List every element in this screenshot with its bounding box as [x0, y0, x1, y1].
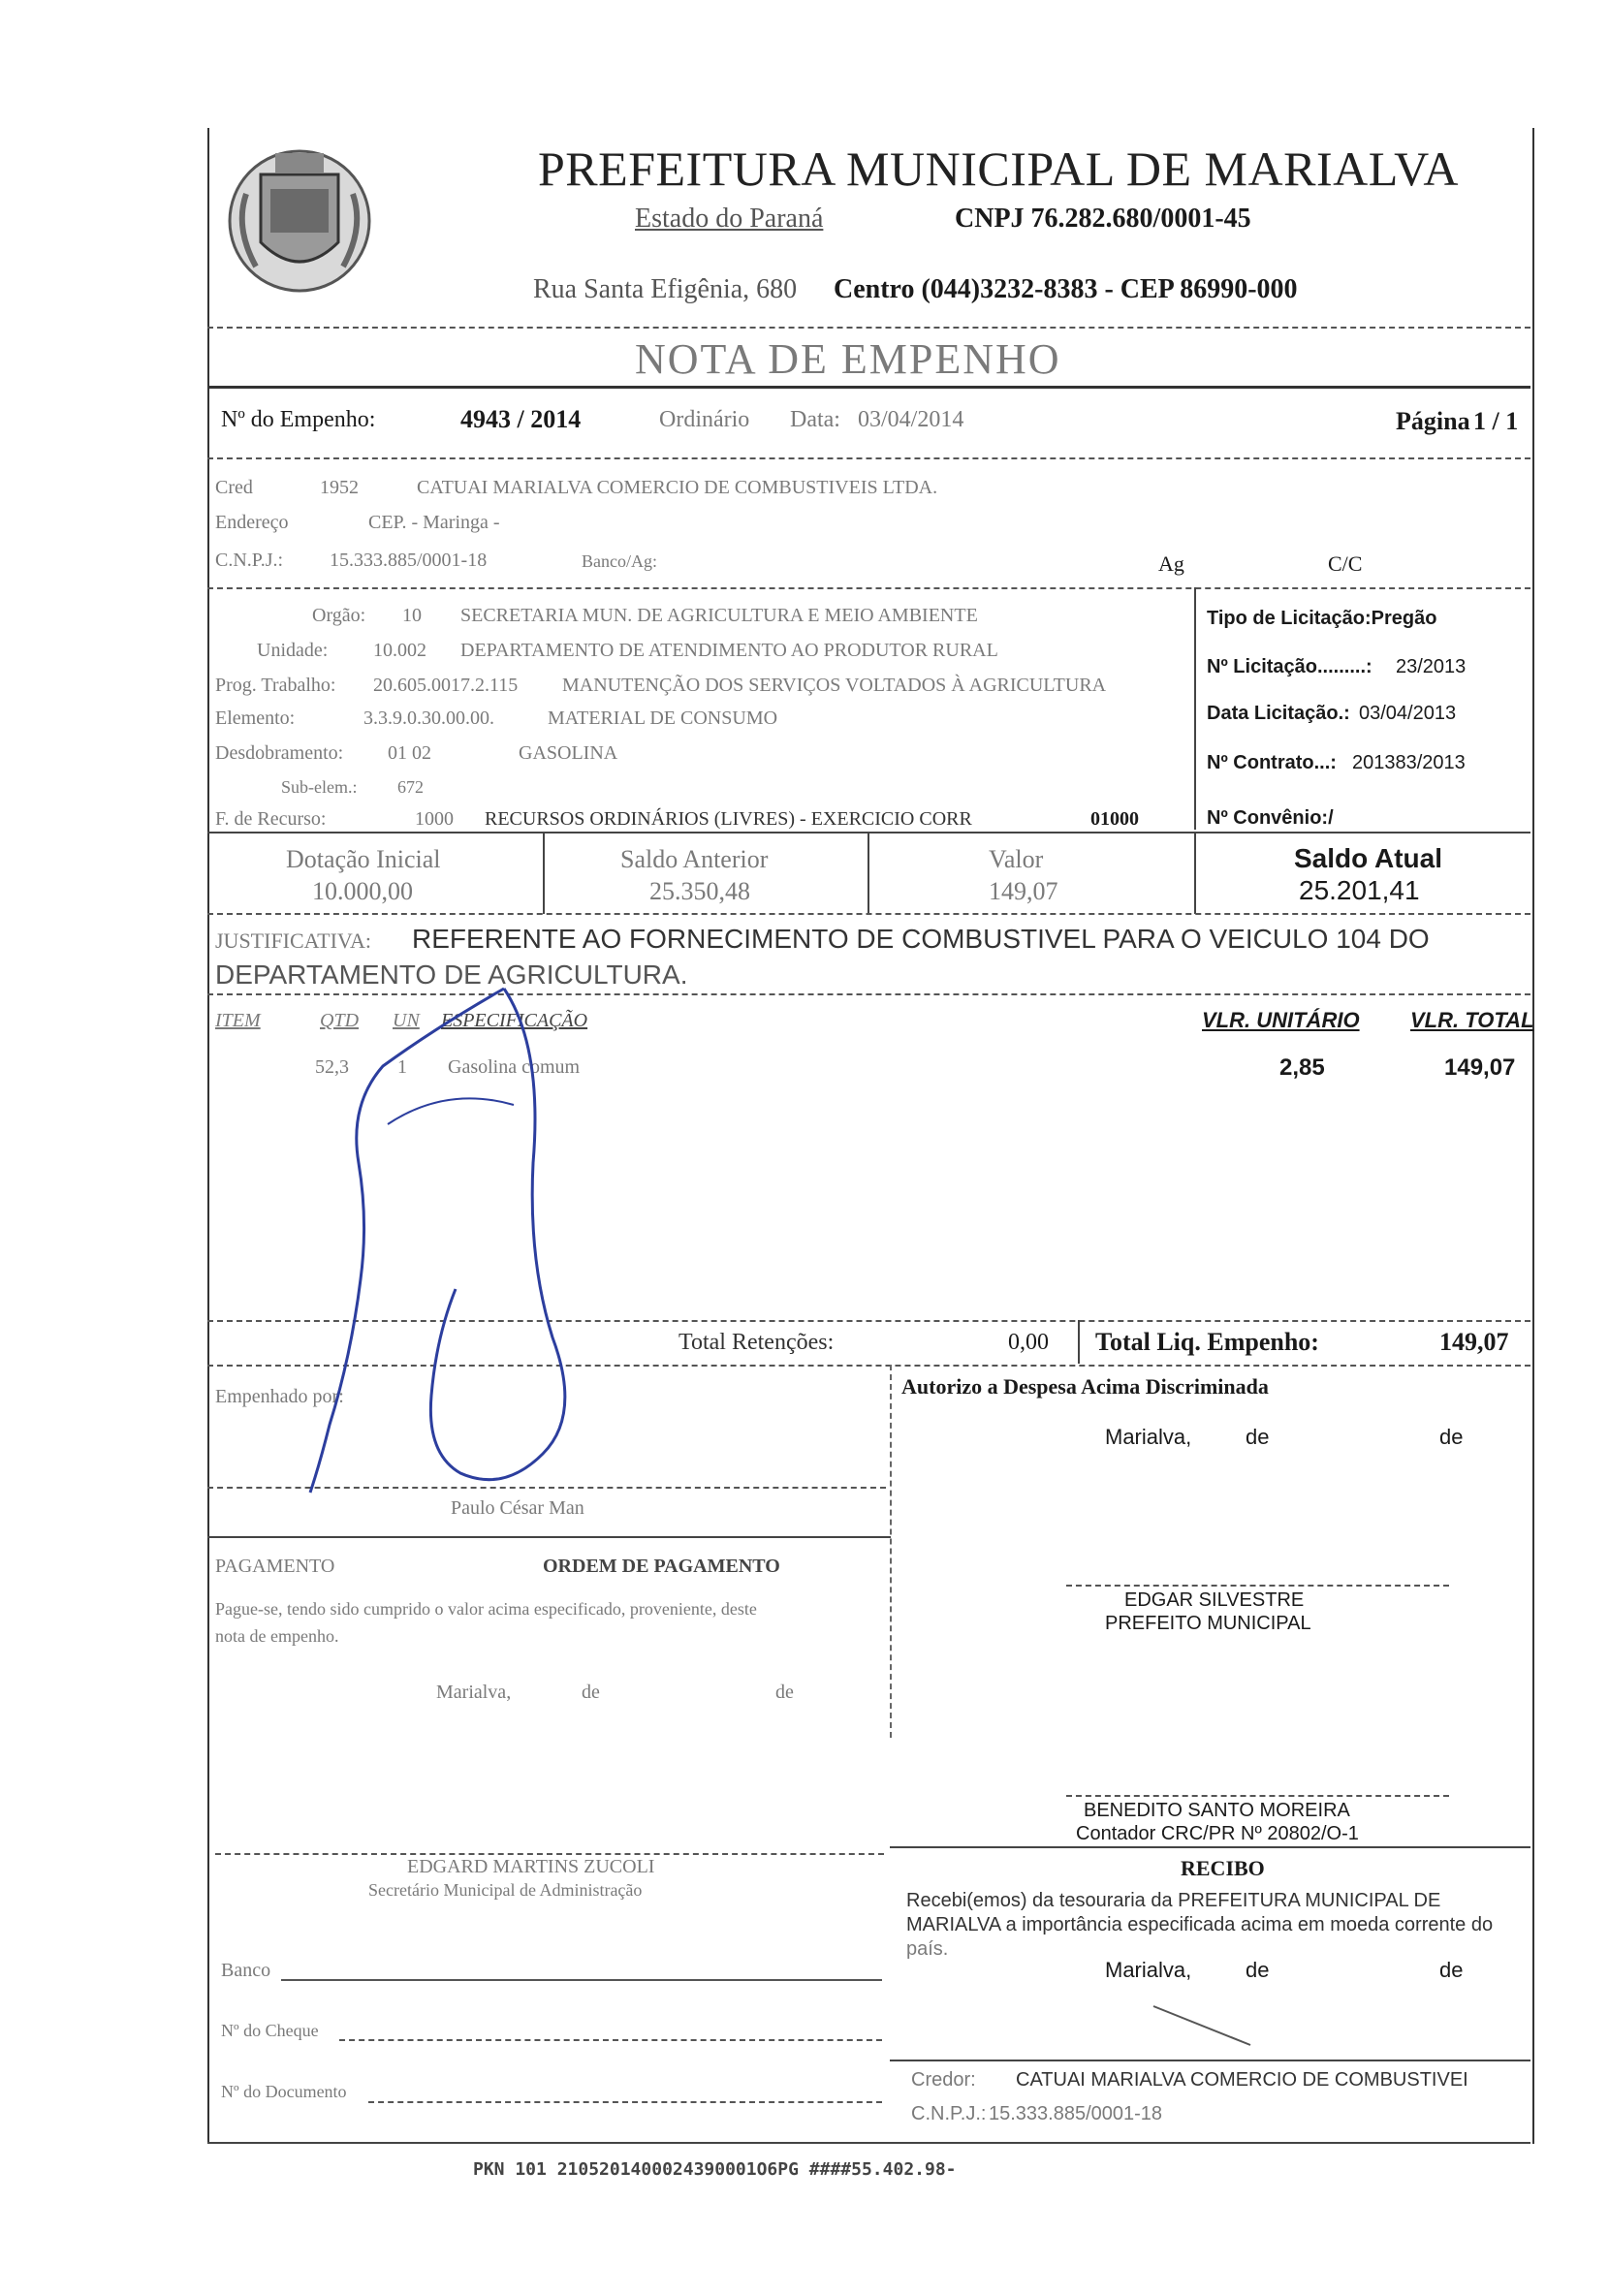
creditor-label: Cred [215, 477, 253, 498]
element-name: MATERIAL DE CONSUMO [548, 708, 778, 729]
empenho-number: 4943 / 2014 [460, 405, 582, 433]
previous-balance-value: 25.350,48 [649, 877, 750, 905]
page-number: 1 / 1 [1473, 407, 1519, 435]
item-total-price: 149,07 [1444, 1054, 1516, 1081]
item-specification: Gasolina comum [448, 1056, 581, 1078]
net-total-value: 149,07 [1439, 1328, 1509, 1356]
contract-label: Nº Contrato...: [1207, 752, 1337, 773]
amount-value: 149,07 [989, 877, 1058, 905]
unidade-label: Unidade: [257, 640, 329, 661]
sub-element-label: Sub-elem.: [281, 777, 358, 797]
payment-city: Marialva, [436, 1682, 512, 1703]
authorization-text: Autorizo a Despesa Acima Discriminada [901, 1374, 1269, 1399]
creditor-name: CATUAI MARIALVA COMERCIO DE COMBUSTIVEIS LTDA. [417, 477, 938, 498]
authorization-city: Marialva, [1105, 1425, 1192, 1449]
program-label: Prog. Trabalho: [215, 675, 336, 696]
creditor-cnpj-label: C.N.P.J.: [215, 550, 284, 571]
bid-number-label: Nº Licitação.........: [1207, 656, 1372, 677]
contract-number: 201383/2013 [1352, 752, 1466, 773]
item-header: ITEM [215, 1010, 261, 1031]
issued-by-label: Empenhado por: [215, 1386, 344, 1407]
receipt-line-3: país. [906, 1938, 949, 1960]
mayor-name: EDGAR SILVESTRE [1124, 1589, 1305, 1611]
address-label: Rua Santa Efigênia, 680 [533, 274, 798, 304]
previous-balance-label: Saldo Anterior [620, 845, 769, 873]
payment-text-2: nota de empenho. [215, 1626, 339, 1646]
divider [207, 2142, 1530, 2144]
unidade-code: 10.002 [373, 640, 426, 661]
cheque-field-label: Nº do Cheque [221, 2021, 319, 2040]
receipt-de-2: de [1439, 1958, 1464, 1982]
retentions-value: 0,00 [1008, 1330, 1049, 1355]
divider [207, 587, 1530, 589]
document-field-label: Nº do Documento [221, 2082, 347, 2101]
accountant-role: Contador CRC/PR Nº 20802/O-1 [1076, 1823, 1359, 1844]
authorization-de-2: de [1439, 1425, 1464, 1449]
agency-label: Ag [1158, 551, 1184, 576]
item-quantity: 52,3 [315, 1056, 349, 1078]
receipt-cnpj-label: C.N.P.J.: [911, 2103, 987, 2124]
receipt-line-2: MARIALVA a importância especificada acima em moeda corrente do [906, 1914, 1494, 1935]
footer-code: PKN 101 2105201400024390001O6PG ####55.402.98- [473, 2159, 957, 2180]
breakdown-code: 01 02 [388, 742, 431, 764]
unit-header: UN [393, 1010, 420, 1031]
payment-de-2: de [775, 1682, 794, 1703]
breakdown-label: Desdobramento: [215, 742, 344, 764]
signature-line [1066, 1585, 1449, 1587]
covenant-label: Nº Convênio:/ [1207, 807, 1334, 829]
bid-type: Tipo de Licitação:Pregão [1207, 608, 1437, 629]
municipal-cnpj: CNPJ 76.282.680/0001-45 [955, 204, 1251, 234]
initial-allocation-label: Dotação Inicial [286, 845, 441, 873]
program-code: 20.605.0017.2.115 [373, 675, 519, 696]
orgao-name: SECRETARIA MUN. DE AGRICULTURA E MEIO AMBIENTE [460, 605, 978, 626]
current-balance-label: Saldo Atual [1294, 843, 1442, 873]
secretary-role: Secretário Municipal de Administração [368, 1880, 643, 1900]
divider [543, 832, 545, 914]
receipt-signature-mark [1144, 1997, 1260, 2055]
signature-line [1066, 1795, 1449, 1797]
orgao-code: 10 [402, 605, 422, 626]
divider [207, 386, 1530, 389]
bank-label: Banco/Ag: [582, 551, 657, 571]
accountant-name: BENEDITO SANTO MOREIRA [1084, 1800, 1350, 1821]
breakdown-name: GASOLINA [519, 742, 618, 764]
divider [207, 1536, 891, 1538]
divider [890, 1846, 1530, 1848]
receipt-line-1: Recebi(emos) da tesouraria da PREFEITURA MUNICIPAL DE [906, 1890, 1441, 1911]
bank-field-label: Banco [221, 1960, 271, 1981]
amount-label: Valor [989, 845, 1044, 873]
unidade-name: DEPARTAMENTO DE ATENDIMENTO AO PRODUTOR RURAL [460, 640, 998, 661]
signature-line [215, 1853, 884, 1855]
element-code: 3.3.9.0.30.00.00. [363, 708, 494, 729]
payment-text-1: Pague-se, tendo sido cumprido o valor acima especificado, proveniente, deste [215, 1599, 757, 1619]
receipt-cnpj: 15.333.885/0001-18 [989, 2103, 1163, 2124]
fonte-code: 1000 [415, 808, 454, 830]
date-label: Data: [790, 407, 840, 432]
issuer-name: Paulo César Man [451, 1497, 584, 1519]
empenho-date: 03/04/2014 [858, 407, 964, 432]
total-price-header: VLR. TOTAL [1410, 1008, 1534, 1032]
fonte-number: 01000 [1090, 808, 1139, 830]
divider [207, 457, 1530, 459]
justification-line-1: REFERENTE AO FORNECIMENTO DE COMBUSTIVEL PARA O VEICULO 104 DO [412, 924, 1430, 954]
divider [1194, 587, 1196, 830]
creditor-code: 1952 [320, 477, 359, 498]
item-unit-price: 2,85 [1279, 1054, 1325, 1081]
element-label: Elemento: [215, 708, 296, 729]
payment-order-title: ORDEM DE PAGAMENTO [543, 1556, 780, 1577]
divider [207, 913, 1530, 915]
sub-element-code: 672 [397, 777, 424, 797]
payment-label: PAGAMENTO [215, 1556, 335, 1577]
justification-line-2: DEPARTAMENTO DE AGRICULTURA. [215, 959, 688, 990]
empenho-number-label: Nº do Empenho: [221, 407, 376, 432]
specification-header: ESPECIFICAÇÃO [441, 1010, 588, 1031]
divider [868, 832, 869, 914]
retentions-label: Total Retenções: [678, 1330, 835, 1355]
signature-line [890, 2060, 1530, 2061]
program-name: MANUTENÇÃO DOS SERVIÇOS VOLTADOS À AGRICULTURA [562, 675, 1107, 696]
creditor-address-label: Endereço [215, 512, 289, 533]
divider [1078, 1320, 1080, 1364]
divider [207, 327, 1530, 329]
receipt-de-1: de [1246, 1958, 1270, 1982]
divider [890, 1365, 892, 1738]
creditor-address: CEP. - Maringa - [368, 512, 500, 533]
bid-date-label: Data Licitação.: [1207, 703, 1350, 724]
address-contact: Centro (044)3232-8383 - CEP 86990-000 [834, 274, 1298, 304]
net-total-label: Total Liq. Empenho: [1095, 1328, 1319, 1356]
secretary-name: EDGARD MARTINS ZUCOLI [407, 1856, 655, 1877]
page-label: Página [1396, 407, 1470, 435]
justification-label: JUSTIFICATIVA: [215, 928, 371, 953]
quantity-header: QTD [320, 1010, 360, 1031]
creditor-cnpj: 15.333.885/0001-18 [330, 550, 488, 571]
orgao-label: Orgão: [312, 605, 366, 626]
fonte-name: RECURSOS ORDINÁRIOS (LIVRES) - EXERCICIO CORR [485, 808, 972, 830]
empenho-type: Ordinário [659, 407, 750, 432]
account-label: C/C [1328, 551, 1363, 576]
divider [1194, 832, 1196, 914]
unit-price-header: VLR. UNITÁRIO [1202, 1008, 1360, 1032]
payment-de-1: de [582, 1682, 600, 1703]
mayor-role: PREFEITO MUNICIPAL [1105, 1613, 1311, 1634]
receipt-title: RECIBO [1181, 1856, 1265, 1880]
item-unit: 1 [397, 1056, 407, 1078]
document-field-line[interactable] [368, 2101, 882, 2103]
initial-allocation-value: 10.000,00 [312, 877, 413, 905]
fonte-label: F. de Recurso: [215, 808, 327, 830]
current-balance-value: 25.201,41 [1299, 875, 1420, 905]
municipal-crest-icon [217, 136, 382, 300]
receipt-creditor: CATUAI MARIALVA COMERCIO DE COMBUSTIVEI [1016, 2069, 1468, 2091]
bid-date: 03/04/2013 [1359, 703, 1457, 724]
page-title: PREFEITURA MUNICIPAL DE MARIALVA [538, 142, 1459, 196]
document-title: NOTA DE EMPENHO [635, 335, 1061, 383]
bank-field-line[interactable] [281, 1979, 882, 1981]
bid-number: 23/2013 [1396, 656, 1467, 677]
authorization-de-1: de [1246, 1425, 1270, 1449]
receipt-city: Marialva, [1105, 1958, 1192, 1982]
cheque-field-line[interactable] [339, 2039, 882, 2041]
handwritten-signature [291, 969, 659, 1512]
state-label: Estado do Paraná [635, 204, 824, 234]
receipt-creditor-label: Credor: [911, 2069, 976, 2091]
